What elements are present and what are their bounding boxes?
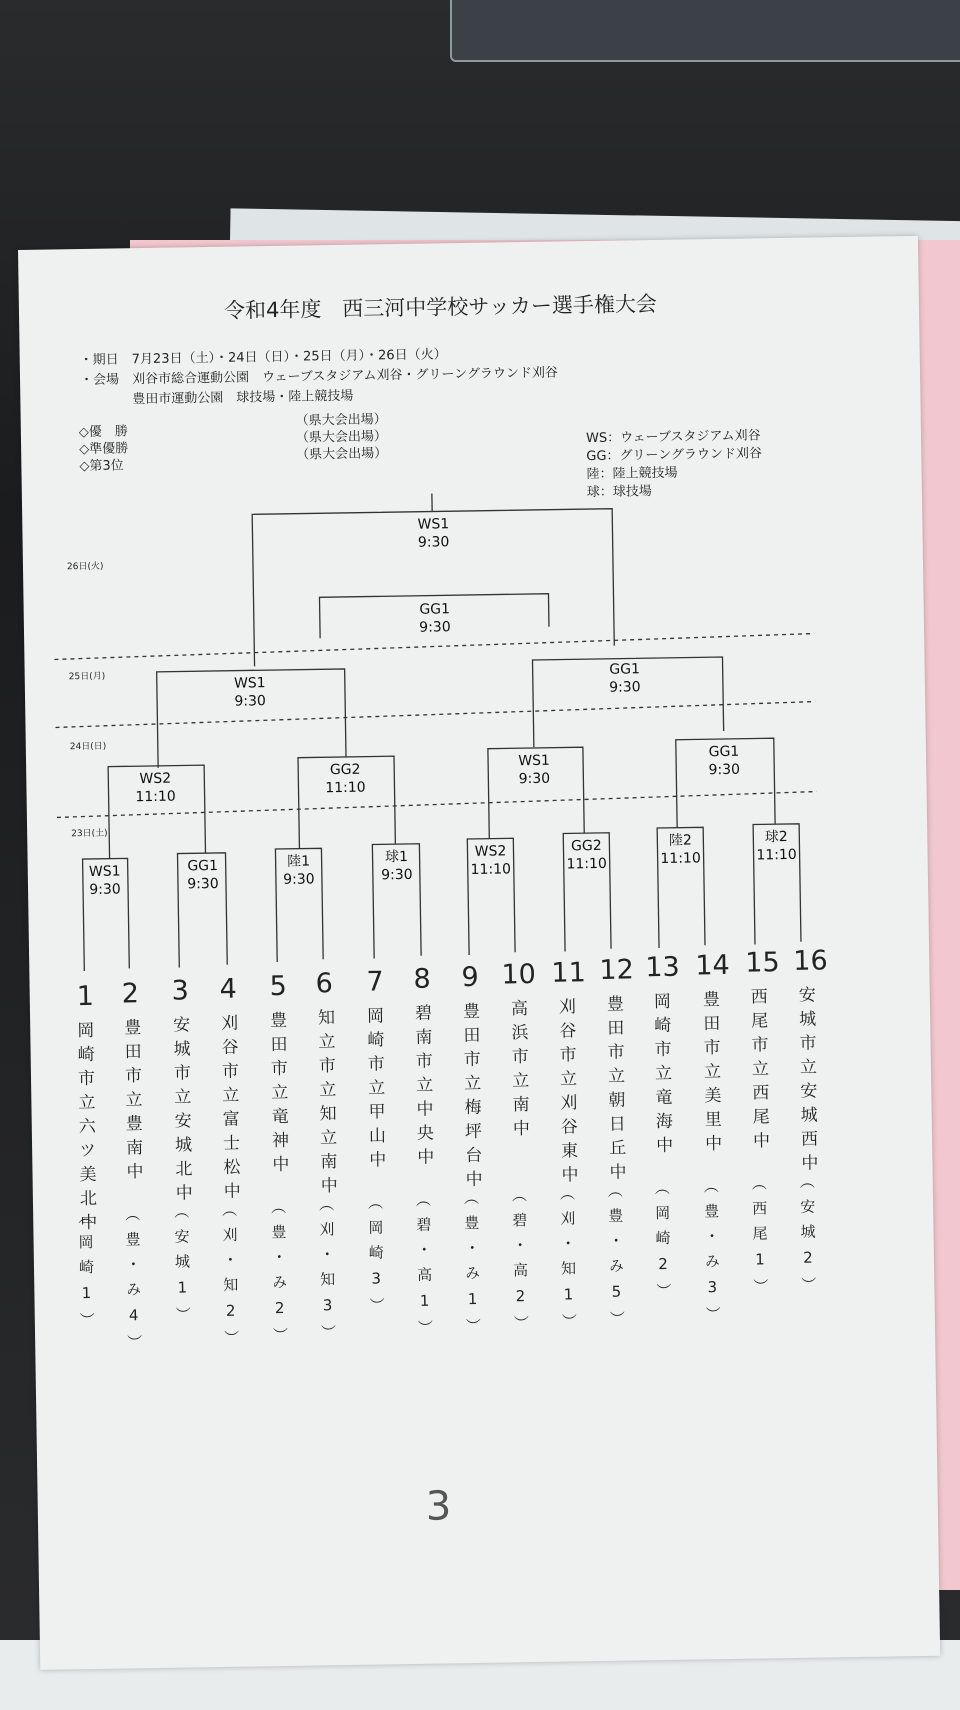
team-name-10: 高浜市立南中 (508, 999, 527, 1143)
tablet-device (450, 0, 960, 62)
team-region-3: （安城1） (173, 1203, 190, 1331)
legend-ws: WS：ウェーブスタジアム刈谷 (586, 424, 761, 446)
quarter-match-2 (320, 761, 371, 798)
round1-match-1 (80, 862, 131, 899)
team-name-11: 刈谷市立刈谷東中 (556, 997, 576, 1189)
team-number-9: 9 (461, 962, 479, 993)
venue-value-2: 豊田市運動公園 球技場・陸上競技場 (132, 385, 353, 407)
team-name-9: 豊田市立梅坪台中 (460, 1002, 480, 1194)
round1-4-time: 9:30 (372, 866, 422, 885)
team-number-7: 7 (366, 966, 384, 997)
team-number-15: 15 (745, 947, 780, 979)
result-third-note: （県大会出場） (296, 442, 387, 462)
venue-value-1: 刈谷市総合運動公園 ウェーブスタジアム刈谷・グリーングラウンド刈谷 (132, 362, 558, 388)
team-name-4: 刈谷市立富士松中 (218, 1014, 238, 1206)
final-match (408, 515, 459, 552)
team-region-5: （豊・み2） (270, 1199, 287, 1352)
round1-match-7 (655, 831, 706, 868)
day-label-25: 25日(月) (69, 669, 106, 683)
team-region-14: （豊・み3） (703, 1178, 720, 1331)
result-champion-note: （県大会出場） (296, 408, 387, 428)
quarter-match-3 (509, 752, 560, 789)
team-name-8: 碧南市立中央中 (412, 1004, 432, 1172)
round1-7-time: 11:10 (656, 849, 706, 868)
bracket-lines (18, 236, 938, 1550)
quarter-4-venue: GG1 (699, 743, 749, 762)
team-number-1: 1 (76, 981, 94, 1012)
round1-3-venue: 陸1 (274, 852, 324, 871)
team-number-10: 10 (501, 959, 536, 991)
round1-match-5 (465, 842, 516, 879)
result-runner-up: ◇準優勝 (79, 437, 128, 457)
team-number-2: 2 (121, 978, 139, 1009)
team-region-8: （碧・高1） (415, 1192, 432, 1345)
team-region-15: （西尾1） (751, 1175, 768, 1303)
day-label-23: 23日(土) (71, 826, 108, 840)
day-label-26: 26日(火) (67, 559, 104, 573)
team-name-6: 知立市立知立南中 (315, 1008, 335, 1200)
team-name-2: 豊田市立豊南中 (121, 1018, 141, 1186)
team-name-7: 岡崎市立甲山中 (364, 1006, 384, 1174)
third-place-time: 9:30 (410, 618, 460, 637)
quarter-match-4 (699, 743, 750, 780)
team-name-3: 安城市立安城北中 (170, 1015, 190, 1207)
quarter-3-venue: WS1 (509, 752, 559, 771)
period-label: ・期日 (80, 348, 119, 368)
quarter-3-time: 9:30 (509, 770, 559, 789)
semi-2-time: 9:30 (600, 678, 650, 697)
team-name-14: 豊田市立美里中 (700, 990, 720, 1158)
team-region-10: （碧・高2） (511, 1187, 528, 1340)
team-number-6: 6 (315, 968, 333, 999)
round1-8-time: 11:10 (751, 846, 801, 865)
period-value: 7月23日（土）・24日（日）・25日（月）・26日（火） (132, 343, 447, 367)
result-runner-up-note: （県大会出場） (296, 425, 387, 445)
legend-kyu: 球：球技場 (587, 480, 652, 500)
round1-match-4 (371, 848, 422, 885)
round1-5-time: 11:10 (466, 860, 516, 879)
quarter-4-time: 9:30 (699, 761, 749, 780)
team-name-16: 安城市立安城西中 (796, 986, 816, 1178)
team-name-13: 岡崎市立竜海中 (651, 992, 671, 1160)
quarter-2-venue: GG2 (320, 761, 370, 780)
round1-4-venue: 球1 (371, 848, 421, 867)
legend-gg: GG：グリーングラウンド刈谷 (586, 442, 762, 464)
team-number-11: 11 (551, 957, 586, 989)
round1-2-venue: GG1 (178, 857, 228, 876)
team-number-12: 12 (599, 954, 634, 986)
round1-match-8 (751, 828, 802, 865)
team-region-13: （岡崎2） (654, 1180, 671, 1308)
round1-1-time: 9:30 (80, 881, 130, 900)
team-name-5: 豊田市立竜神中 (267, 1011, 287, 1179)
round1-match-6 (561, 837, 612, 874)
team-number-14: 14 (695, 950, 730, 982)
quarter-match-1 (130, 770, 181, 807)
team-region-11: （刈・知1） (559, 1185, 576, 1338)
round1-5-venue: WS2 (465, 842, 515, 861)
team-region-16: （安城2） (799, 1174, 816, 1302)
semi-2-venue: GG1 (600, 660, 650, 679)
quarter-1-time: 11:10 (130, 788, 180, 807)
team-number-8: 8 (413, 964, 431, 995)
legend-riku: 陸：陸上競技場 (586, 462, 677, 482)
team-region-6: （刈・知3） (318, 1196, 335, 1349)
team-number-5: 5 (269, 971, 287, 1002)
round1-3-time: 9:30 (274, 870, 324, 889)
round1-8-venue: 球2 (751, 828, 801, 847)
day-label-24: 24日(日) (70, 739, 107, 753)
third-place-venue: GG1 (410, 600, 460, 619)
team-name-1: 岡崎市立六ツ美北中 (74, 1021, 94, 1237)
round1-1-venue: WS1 (80, 862, 130, 881)
quarter-2-time: 11:10 (320, 779, 370, 798)
result-champion: ◇優 勝 (79, 420, 128, 440)
page-number: 3 (425, 1483, 451, 1529)
round1-match-2 (178, 857, 229, 894)
team-number-3: 3 (171, 975, 189, 1006)
third-place-match (410, 600, 461, 637)
team-region-7: （岡崎3） (367, 1194, 384, 1322)
team-region-2: （豊・み4） (124, 1206, 141, 1359)
final-time: 9:30 (409, 533, 459, 552)
page-title: 令和4年度 西三河中学校サッカー選手権大会 (224, 288, 657, 325)
round1-6-venue: GG2 (561, 837, 611, 856)
team-number-4: 4 (219, 974, 237, 1005)
result-third: ◇第3位 (79, 454, 124, 474)
team-name-15: 西尾市立西尾中 (748, 987, 768, 1155)
round1-2-time: 9:30 (178, 875, 228, 894)
venue-label: ・会場 (80, 368, 119, 388)
team-region-4: （刈・知2） (221, 1202, 238, 1355)
round1-7-venue: 陸2 (655, 831, 705, 850)
team-number-13: 13 (645, 952, 680, 984)
team-region-12: （豊・み5） (607, 1183, 624, 1336)
team-name-12: 豊田市立朝日丘中 (604, 995, 624, 1187)
round1-match-3 (274, 852, 325, 889)
tournament-sheet (18, 236, 940, 1670)
semi-1-time: 9:30 (225, 692, 275, 711)
semi-match-2 (600, 660, 651, 697)
quarter-1-venue: WS2 (130, 770, 180, 789)
final-venue: WS1 (408, 515, 458, 534)
team-number-16: 16 (793, 945, 828, 977)
semi-match-1 (225, 674, 276, 711)
semi-1-venue: WS1 (225, 674, 275, 693)
team-region-1: （岡崎1） (77, 1209, 94, 1337)
team-region-9: （豊・み1） (463, 1190, 480, 1343)
round1-6-time: 11:10 (562, 855, 612, 874)
